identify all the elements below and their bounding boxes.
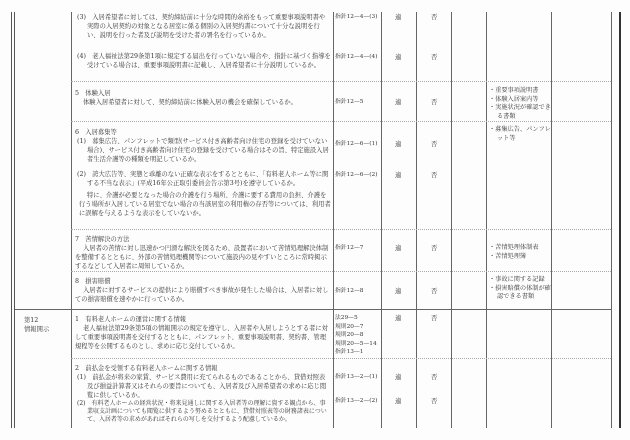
document-list bbox=[489, 87, 551, 122]
non-compliant-option[interactable]: 否 bbox=[431, 99, 438, 106]
section-divider bbox=[15, 309, 611, 310]
non-compliant-option[interactable]: 否 bbox=[431, 172, 438, 179]
document-item: ・苦情処理簿 bbox=[489, 252, 527, 260]
section-number: 第12 bbox=[24, 317, 39, 324]
check-item bbox=[75, 364, 331, 401]
document-item: ・事故に関する記録 bbox=[489, 276, 545, 283]
sub-number: (2) bbox=[77, 400, 86, 407]
document-item: ・苦情処理体制表 bbox=[489, 244, 539, 251]
item-text: 前払金が将来の家賃、サービス費用に充てられるものであることから、貸借対照表及び損益計算書又はそれらの要旨についても、入居者及び入居希望者の求めに応じ閲覧に供しているか。 bbox=[87, 374, 327, 399]
sub-number: (4) bbox=[77, 53, 86, 60]
item-heading: 5 体験入居 bbox=[75, 90, 111, 97]
item-text: 有料老人ホームの経営状況・将来見通しに関する入居者等の理解に資する観点から、事業収支計画についても閲覧に供するよう努めるとともに、貸借対照表等の財務諸表について、入居者等の求めがあればそれらの写しを交付するよう配慮しているか。 bbox=[87, 400, 327, 424]
item-text: 入居者の苦情に対し迅速かつ円滑な解決を図るため、設置者において苦情処理解決体制を整備するとともに、外部の苦情処理機関等について施設内の見やすいところに常時掲示するなどして入居者に周知しているか。 bbox=[75, 245, 329, 270]
item-heading: 8 損害賠償 bbox=[75, 278, 111, 285]
item-text: 入居者に対するサービスの提供により賠償すべき事故が発生した場合は、入居者に対しての損害賠償を速やかに行っているか。 bbox=[75, 287, 329, 303]
column-divider bbox=[381, 12, 382, 428]
reference: 指針12—8 bbox=[335, 288, 364, 294]
column-divider bbox=[486, 12, 487, 428]
sub-number: (1) bbox=[77, 374, 86, 381]
reference: 指針13—2—(1) bbox=[335, 374, 378, 380]
compliant-option[interactable]: 適 bbox=[395, 54, 402, 61]
section-label bbox=[24, 316, 68, 334]
document-item: ・実施状況が確認できる書類 bbox=[489, 104, 551, 121]
item-heading: 2 前払金を受領する有料老人ホームに関する情報 bbox=[75, 365, 218, 372]
table-outer-border-left-inner bbox=[14, 12, 15, 428]
check-item bbox=[75, 235, 331, 271]
table-outer-border-right bbox=[619, 12, 621, 428]
reference: 指針12—4—(4) bbox=[335, 54, 378, 60]
check-item bbox=[75, 52, 331, 73]
reference: 規則20—5—14 bbox=[335, 340, 377, 347]
compliant-option[interactable]: 適 bbox=[395, 14, 402, 21]
item-heading: 7 苦情解決の方法 bbox=[75, 236, 130, 243]
check-item bbox=[75, 400, 331, 428]
compliant-option[interactable]: 適 bbox=[395, 99, 402, 106]
row-divider bbox=[71, 358, 611, 359]
item-text: 募集広告、パンフレットで類型(サービス付き高齢者向け住宅の登録を受けていない場合)、サービス付き高齢者向け住宅の登録を受けている場合はその旨、特定施設入居者生活介護等の種類を明記しているか。 bbox=[87, 138, 329, 163]
non-compliant-option[interactable]: 否 bbox=[431, 141, 438, 148]
check-item bbox=[75, 315, 331, 351]
sub-number: (2) bbox=[77, 171, 86, 178]
reference: 指針12—4—(3) bbox=[335, 14, 378, 20]
reference: 指針12—5 bbox=[335, 99, 364, 105]
item-text: 入居希望者に対しては、契約締結前に十分な時間的余裕をもって重要事項説明書や実際の入居契約の対象となる居室に係る個別の入居契約書について十分な説明を行い、説明を行った者及び説明を受けた者の署名を行っているか。 bbox=[87, 14, 326, 39]
reference-list bbox=[335, 314, 381, 357]
column-divider bbox=[416, 12, 417, 428]
compliant-option[interactable]: 適 bbox=[395, 315, 402, 322]
check-item bbox=[75, 128, 331, 167]
non-compliant-option[interactable]: 否 bbox=[431, 245, 438, 252]
document-item: ・体験入居案内等 bbox=[489, 95, 539, 103]
check-item bbox=[75, 277, 331, 304]
compliant-option[interactable]: 適 bbox=[395, 398, 402, 405]
sub-number: (3) bbox=[77, 14, 86, 21]
reference: 規則20—8 bbox=[335, 332, 364, 339]
row-divider bbox=[71, 271, 611, 272]
reference: 規則20—7 bbox=[335, 323, 364, 330]
compliant-option[interactable]: 適 bbox=[395, 374, 402, 381]
compliant-option[interactable]: 適 bbox=[395, 141, 402, 148]
column-divider bbox=[611, 12, 612, 428]
item-text: 老人福祉法第29条第1項に規定する届出を行っていない場合や、指針に基づく指導を受けている場合は、重要事項説明書に記載し、入居希望者に十分説明しているか。 bbox=[87, 53, 331, 69]
check-item bbox=[75, 13, 331, 43]
item-text: 誇大広告等、実態と乖離のない正確な表示をするとともに、「有料老人ホーム等に関する不当な表示」(平成16年公正取引委員会告示第3号)を遵守しているか。 bbox=[87, 171, 329, 187]
item-text-note: 特に、介護が必要となった場合の介護を行う場所、介護に要する費用の負担、介護を行う場所が入居している居室でない場合の当該居室の利用権の存否等については、利用者に誤解を与えるような表示をしていないか。 bbox=[79, 192, 331, 217]
table-outer-border-left bbox=[11, 12, 12, 428]
check-item bbox=[75, 170, 331, 218]
non-compliant-option[interactable]: 否 bbox=[431, 315, 438, 322]
non-compliant-option[interactable]: 否 bbox=[431, 14, 438, 21]
column-divider bbox=[71, 12, 72, 428]
row-divider bbox=[71, 81, 611, 82]
column-divider bbox=[551, 12, 552, 428]
compliant-option[interactable]: 適 bbox=[395, 172, 402, 179]
column-divider bbox=[333, 12, 334, 428]
column-divider bbox=[451, 12, 452, 428]
item-heading: 1 有料老人ホームの運営に関する情報 bbox=[75, 316, 187, 323]
reference: 法29—5 bbox=[335, 315, 358, 321]
item-text: 老人福祉法第29条第5項の情報開示の規定を遵守し、入居者や入居しようとする者に対して重要事項説明書を交付するとともに、パンフレット、重要事項説明書、契約書、管理規程等を公開するものとし、求めに応じ交付しているか。 bbox=[75, 325, 329, 350]
reference: 指針12—7 bbox=[335, 245, 364, 251]
item-text: 体験入居希望者に対して、契約締結前に体験入居の機会を確保しているか。 bbox=[83, 99, 297, 106]
document-item: ・損害賠償の体制が確認できる書類 bbox=[489, 284, 551, 301]
row-divider bbox=[71, 229, 611, 230]
non-compliant-option[interactable]: 否 bbox=[431, 374, 438, 381]
reference: 指針12—6—(1) bbox=[335, 141, 378, 147]
document-list bbox=[489, 244, 551, 261]
non-compliant-option[interactable]: 否 bbox=[431, 54, 438, 61]
reference: 指針13—1 bbox=[335, 349, 364, 356]
document-item: ・重要事項説明書 bbox=[489, 87, 539, 94]
document-list bbox=[489, 276, 551, 302]
document-item: ・募集広告、パンフレット等 bbox=[489, 126, 551, 142]
non-compliant-option[interactable]: 否 bbox=[431, 288, 438, 295]
reference: 指針13—2—(2) bbox=[335, 398, 378, 404]
item-heading: 6 入居募集等 bbox=[75, 129, 117, 136]
document-list bbox=[489, 126, 551, 143]
non-compliant-option[interactable]: 否 bbox=[431, 398, 438, 405]
check-item bbox=[75, 89, 331, 107]
compliant-option[interactable]: 適 bbox=[395, 245, 402, 252]
sub-number: (1) bbox=[77, 138, 86, 145]
section-title: 情報開示 bbox=[24, 326, 50, 333]
reference: 指針12—6—(2) bbox=[335, 172, 378, 178]
compliant-option[interactable]: 適 bbox=[395, 288, 402, 295]
